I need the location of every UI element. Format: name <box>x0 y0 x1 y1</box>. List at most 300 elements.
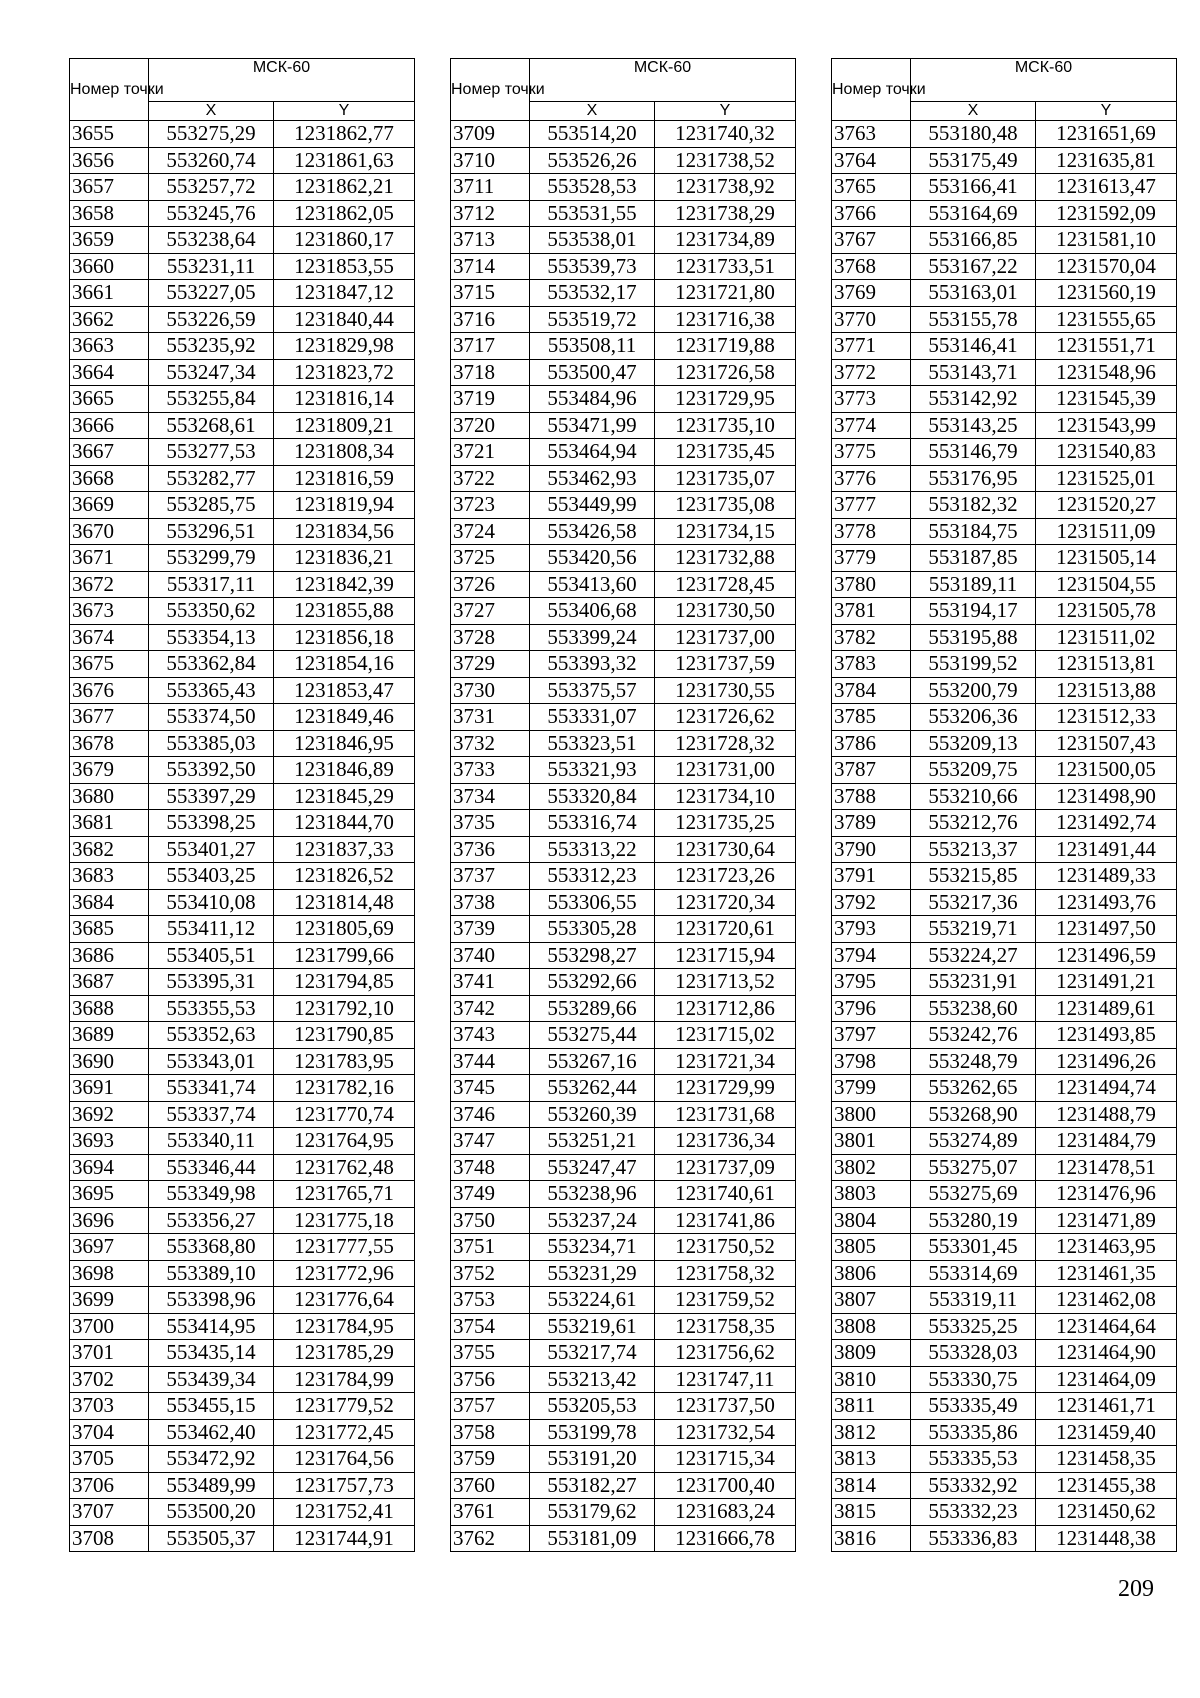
table-row <box>70 677 415 704</box>
table-row <box>832 1313 1177 1340</box>
y-coordinate-cell: 1231735,45 <box>655 439 796 466</box>
y-coordinate-cell: 1231464,64 <box>1036 1313 1177 1340</box>
x-coordinate-cell: 553528,53 <box>530 174 655 201</box>
x-coordinate-cell: 553385,03 <box>149 730 274 757</box>
x-coordinate-cell: 553231,91 <box>911 969 1036 996</box>
point-number-cell: 3795 <box>832 969 911 996</box>
table-row <box>70 147 415 174</box>
table-row <box>451 359 796 386</box>
x-coordinate-cell: 553349,98 <box>149 1181 274 1208</box>
y-coordinate-cell: 1231548,96 <box>1036 359 1177 386</box>
point-number-cell: 3812 <box>832 1419 911 1446</box>
point-number-cell: 3716 <box>451 306 530 333</box>
x-coordinate-cell: 553226,59 <box>149 306 274 333</box>
y-coordinate-cell: 1231819,94 <box>274 492 415 519</box>
x-coordinate-cell: 553296,51 <box>149 518 274 545</box>
table-row <box>70 598 415 625</box>
table-row <box>832 783 1177 810</box>
point-number-cell: 3709 <box>451 121 530 148</box>
point-number-cell: 3691 <box>70 1075 149 1102</box>
x-coordinate-cell: 553195,88 <box>911 624 1036 651</box>
x-coordinate-cell: 553439,34 <box>149 1366 274 1393</box>
x-coordinate-cell: 553235,92 <box>149 333 274 360</box>
table-row <box>70 1260 415 1287</box>
y-coordinate-cell: 1231720,34 <box>655 889 796 916</box>
table-row <box>70 810 415 837</box>
y-coordinate-cell: 1231752,41 <box>274 1499 415 1526</box>
x-coordinate-cell: 553500,47 <box>530 359 655 386</box>
point-number-cell: 3726 <box>451 571 530 598</box>
x-coordinate-cell: 553352,63 <box>149 1022 274 1049</box>
point-number-cell: 3715 <box>451 280 530 307</box>
x-coordinate-cell: 553227,05 <box>149 280 274 307</box>
y-coordinate-cell: 1231799,66 <box>274 942 415 969</box>
point-number-cell: 3757 <box>451 1393 530 1420</box>
table-row <box>451 942 796 969</box>
point-number-cell: 3764 <box>832 147 911 174</box>
table-row <box>451 280 796 307</box>
x-coordinate-cell: 553292,66 <box>530 969 655 996</box>
x-coordinate-cell: 553163,01 <box>911 280 1036 307</box>
y-coordinate-cell: 1231713,52 <box>655 969 796 996</box>
y-coordinate-cell: 1231462,08 <box>1036 1287 1177 1314</box>
point-number-cell: 3780 <box>832 571 911 598</box>
point-number-cell: 3669 <box>70 492 149 519</box>
y-coordinate-cell: 1231782,16 <box>274 1075 415 1102</box>
point-number-cell: 3782 <box>832 624 911 651</box>
y-coordinate-cell: 1231731,00 <box>655 757 796 784</box>
table-row <box>832 624 1177 651</box>
point-number-cell: 3800 <box>832 1101 911 1128</box>
point-number-cell: 3745 <box>451 1075 530 1102</box>
y-coordinate-cell: 1231734,10 <box>655 783 796 810</box>
point-number-cell: 3705 <box>70 1446 149 1473</box>
y-coordinate-cell: 1231471,89 <box>1036 1207 1177 1234</box>
table-row <box>70 253 415 280</box>
point-number-cell: 3727 <box>451 598 530 625</box>
point-number-cell: 3744 <box>451 1048 530 1075</box>
table-row <box>832 1287 1177 1314</box>
y-coordinate-cell: 1231498,90 <box>1036 783 1177 810</box>
y-coordinate-cell: 1231814,48 <box>274 889 415 916</box>
point-number-cell: 3773 <box>832 386 911 413</box>
point-number-cell: 3783 <box>832 651 911 678</box>
table-row <box>832 1154 1177 1181</box>
point-number-cell: 3789 <box>832 810 911 837</box>
table-row <box>451 1313 796 1340</box>
table-row <box>451 492 796 519</box>
coordinates-table-3 <box>831 58 1177 1552</box>
y-coordinate-cell: 1231520,27 <box>1036 492 1177 519</box>
x-coordinate-cell: 553526,26 <box>530 147 655 174</box>
y-coordinate-cell: 1231463,95 <box>1036 1234 1177 1261</box>
point-number-cell: 3811 <box>832 1393 911 1420</box>
point-number-cell: 3759 <box>451 1446 530 1473</box>
table-row <box>451 518 796 545</box>
x-coordinate-cell: 553182,32 <box>911 492 1036 519</box>
x-coordinate-cell: 553299,79 <box>149 545 274 572</box>
y-coordinate-cell: 1231845,29 <box>274 783 415 810</box>
y-coordinate-cell: 1231459,40 <box>1036 1419 1177 1446</box>
point-number-cell: 3804 <box>832 1207 911 1234</box>
point-number-cell: 3767 <box>832 227 911 254</box>
x-header: X <box>149 102 274 121</box>
point-number-cell: 3775 <box>832 439 911 466</box>
y-coordinate-cell: 1231758,32 <box>655 1260 796 1287</box>
table-row <box>832 174 1177 201</box>
table-row <box>451 1022 796 1049</box>
x-coordinate-cell: 553325,25 <box>911 1313 1036 1340</box>
y-coordinate-cell: 1231744,91 <box>274 1525 415 1552</box>
y-coordinate-cell: 1231728,32 <box>655 730 796 757</box>
point-number-cell: 3688 <box>70 995 149 1022</box>
table-row <box>70 121 415 148</box>
y-coordinate-cell: 1231775,18 <box>274 1207 415 1234</box>
point-number-cell: 3805 <box>832 1234 911 1261</box>
table-row <box>451 386 796 413</box>
y-coordinate-cell: 1231491,21 <box>1036 969 1177 996</box>
point-number-cell: 3710 <box>451 147 530 174</box>
table-row <box>70 412 415 439</box>
y-coordinate-cell: 1231777,55 <box>274 1234 415 1261</box>
table-row <box>832 730 1177 757</box>
x-coordinate-cell: 553257,72 <box>149 174 274 201</box>
point-number-cell: 3656 <box>70 147 149 174</box>
y-coordinate-cell: 1231726,58 <box>655 359 796 386</box>
table-row <box>832 598 1177 625</box>
table-row <box>832 916 1177 943</box>
x-coordinate-cell: 553205,53 <box>530 1393 655 1420</box>
y-coordinate-cell: 1231592,09 <box>1036 200 1177 227</box>
table-row <box>451 412 796 439</box>
x-coordinate-cell: 553166,85 <box>911 227 1036 254</box>
point-number-cell: 3697 <box>70 1234 149 1261</box>
y-coordinate-cell: 1231861,63 <box>274 147 415 174</box>
table-row <box>70 1234 415 1261</box>
x-coordinate-cell: 553411,12 <box>149 916 274 943</box>
table-row <box>70 969 415 996</box>
table-row <box>451 571 796 598</box>
x-coordinate-cell: 553335,86 <box>911 1419 1036 1446</box>
y-coordinate-cell: 1231493,76 <box>1036 889 1177 916</box>
point-number-cell: 3802 <box>832 1154 911 1181</box>
point-number-cell: 3659 <box>70 227 149 254</box>
point-number-cell: 3678 <box>70 730 149 757</box>
point-number-cell: 3679 <box>70 757 149 784</box>
x-coordinate-cell: 553234,71 <box>530 1234 655 1261</box>
point-number-header: Номер точки <box>832 59 911 121</box>
y-coordinate-cell: 1231683,24 <box>655 1499 796 1526</box>
x-coordinate-cell: 553301,45 <box>911 1234 1036 1261</box>
point-number-cell: 3815 <box>832 1499 911 1526</box>
x-coordinate-cell: 553247,47 <box>530 1154 655 1181</box>
y-coordinate-cell: 1231737,50 <box>655 1393 796 1420</box>
point-number-cell: 3675 <box>70 651 149 678</box>
x-coordinate-cell: 553231,11 <box>149 253 274 280</box>
table-row <box>451 1234 796 1261</box>
y-coordinate-cell: 1231729,95 <box>655 386 796 413</box>
y-coordinate-cell: 1231729,99 <box>655 1075 796 1102</box>
point-number-cell: 3771 <box>832 333 911 360</box>
x-coordinate-cell: 553389,10 <box>149 1260 274 1287</box>
table-row <box>451 836 796 863</box>
y-coordinate-cell: 1231756,62 <box>655 1340 796 1367</box>
table-row <box>832 942 1177 969</box>
point-number-cell: 3809 <box>832 1340 911 1367</box>
x-coordinate-cell: 553305,28 <box>530 916 655 943</box>
x-coordinate-cell: 553462,40 <box>149 1419 274 1446</box>
y-coordinate-cell: 1231762,48 <box>274 1154 415 1181</box>
table-row <box>451 1525 796 1552</box>
y-coordinate-cell: 1231715,34 <box>655 1446 796 1473</box>
x-coordinate-cell: 553182,27 <box>530 1472 655 1499</box>
table-row <box>451 1419 796 1446</box>
point-number-cell: 3792 <box>832 889 911 916</box>
point-number-cell: 3728 <box>451 624 530 651</box>
point-number-cell: 3758 <box>451 1419 530 1446</box>
table-row <box>832 121 1177 148</box>
table-row <box>70 730 415 757</box>
x-header: X <box>530 102 655 121</box>
point-number-cell: 3756 <box>451 1366 530 1393</box>
x-coordinate-cell: 553289,66 <box>530 995 655 1022</box>
point-number-cell: 3808 <box>832 1313 911 1340</box>
x-coordinate-cell: 553262,44 <box>530 1075 655 1102</box>
point-number-cell: 3690 <box>70 1048 149 1075</box>
y-coordinate-cell: 1231716,38 <box>655 306 796 333</box>
point-number-cell: 3750 <box>451 1207 530 1234</box>
y-coordinate-cell: 1231764,56 <box>274 1446 415 1473</box>
table-row <box>451 677 796 704</box>
point-number-cell: 3706 <box>70 1472 149 1499</box>
table-row <box>832 1499 1177 1526</box>
x-coordinate-cell: 553356,27 <box>149 1207 274 1234</box>
table-row <box>832 810 1177 837</box>
x-coordinate-cell: 553146,79 <box>911 439 1036 466</box>
table-row <box>832 253 1177 280</box>
table-row <box>451 174 796 201</box>
x-coordinate-cell: 553217,74 <box>530 1340 655 1367</box>
y-coordinate-cell: 1231496,59 <box>1036 942 1177 969</box>
point-number-cell: 3671 <box>70 545 149 572</box>
table-row <box>70 439 415 466</box>
table-row <box>451 306 796 333</box>
y-coordinate-cell: 1231488,79 <box>1036 1101 1177 1128</box>
table-row <box>451 704 796 731</box>
y-coordinate-cell: 1231489,33 <box>1036 863 1177 890</box>
x-coordinate-cell: 553285,75 <box>149 492 274 519</box>
point-number-cell: 3763 <box>832 121 911 148</box>
y-coordinate-cell: 1231808,34 <box>274 439 415 466</box>
x-coordinate-cell: 553403,25 <box>149 863 274 890</box>
x-coordinate-cell: 553500,20 <box>149 1499 274 1526</box>
table-row <box>451 465 796 492</box>
table-row <box>832 571 1177 598</box>
table-row <box>832 1181 1177 1208</box>
x-coordinate-cell: 553328,03 <box>911 1340 1036 1367</box>
point-number-cell: 3784 <box>832 677 911 704</box>
point-number-cell: 3774 <box>832 412 911 439</box>
x-coordinate-cell: 553224,61 <box>530 1287 655 1314</box>
table-row <box>70 545 415 572</box>
point-number-header: Номер точки <box>451 59 530 121</box>
y-coordinate-cell: 1231507,43 <box>1036 730 1177 757</box>
y-coordinate-cell: 1231853,47 <box>274 677 415 704</box>
point-number-cell: 3698 <box>70 1260 149 1287</box>
x-coordinate-cell: 553176,95 <box>911 465 1036 492</box>
point-number-cell: 3719 <box>451 386 530 413</box>
x-coordinate-cell: 553340,11 <box>149 1128 274 1155</box>
table-row <box>832 412 1177 439</box>
table-row <box>832 492 1177 519</box>
x-coordinate-cell: 553187,85 <box>911 545 1036 572</box>
x-coordinate-cell: 553166,41 <box>911 174 1036 201</box>
table-row <box>451 969 796 996</box>
point-number-cell: 3668 <box>70 465 149 492</box>
table-row <box>451 1154 796 1181</box>
y-header: Y <box>1036 102 1177 121</box>
y-coordinate-cell: 1231759,52 <box>655 1287 796 1314</box>
point-number-cell: 3686 <box>70 942 149 969</box>
y-coordinate-cell: 1231735,08 <box>655 492 796 519</box>
table-row <box>832 1446 1177 1473</box>
table-row <box>70 1287 415 1314</box>
y-coordinate-cell: 1231846,89 <box>274 757 415 784</box>
y-coordinate-cell: 1231700,40 <box>655 1472 796 1499</box>
y-coordinate-cell: 1231790,85 <box>274 1022 415 1049</box>
point-number-cell: 3793 <box>832 916 911 943</box>
y-coordinate-cell: 1231545,39 <box>1036 386 1177 413</box>
table-row <box>70 465 415 492</box>
y-coordinate-cell: 1231770,74 <box>274 1101 415 1128</box>
point-number-cell: 3754 <box>451 1313 530 1340</box>
x-coordinate-cell: 553435,14 <box>149 1340 274 1367</box>
table-row <box>832 757 1177 784</box>
table-row <box>451 545 796 572</box>
table-row <box>451 651 796 678</box>
table-row <box>70 1207 415 1234</box>
x-coordinate-cell: 553242,76 <box>911 1022 1036 1049</box>
point-number-cell: 3711 <box>451 174 530 201</box>
y-coordinate-cell: 1231829,98 <box>274 333 415 360</box>
table-row <box>832 863 1177 890</box>
point-number-cell: 3814 <box>832 1472 911 1499</box>
x-coordinate-cell: 553531,55 <box>530 200 655 227</box>
table-row <box>70 280 415 307</box>
point-number-cell: 3766 <box>832 200 911 227</box>
point-number-cell: 3718 <box>451 359 530 386</box>
x-coordinate-cell: 553462,93 <box>530 465 655 492</box>
x-coordinate-cell: 553181,09 <box>530 1525 655 1552</box>
x-coordinate-cell: 553237,24 <box>530 1207 655 1234</box>
y-coordinate-cell: 1231491,44 <box>1036 836 1177 863</box>
x-coordinate-cell: 553362,84 <box>149 651 274 678</box>
x-coordinate-cell: 553420,56 <box>530 545 655 572</box>
x-coordinate-cell: 553355,53 <box>149 995 274 1022</box>
table-row <box>832 995 1177 1022</box>
y-coordinate-cell: 1231862,05 <box>274 200 415 227</box>
x-coordinate-cell: 553238,96 <box>530 1181 655 1208</box>
x-coordinate-cell: 553336,83 <box>911 1525 1036 1552</box>
point-number-cell: 3684 <box>70 889 149 916</box>
table-row <box>70 1499 415 1526</box>
table-row <box>832 1366 1177 1393</box>
table-row <box>832 1260 1177 1287</box>
point-number-cell: 3732 <box>451 730 530 757</box>
y-coordinate-cell: 1231836,21 <box>274 545 415 572</box>
point-number-cell: 3787 <box>832 757 911 784</box>
y-coordinate-cell: 1231792,10 <box>274 995 415 1022</box>
table-row <box>70 1022 415 1049</box>
table-row <box>832 1128 1177 1155</box>
coordinate-system-header: МСК-60 <box>149 59 415 102</box>
y-coordinate-cell: 1231525,01 <box>1036 465 1177 492</box>
x-coordinate-cell: 553277,53 <box>149 439 274 466</box>
table-row <box>451 1446 796 1473</box>
table-row <box>832 1393 1177 1420</box>
x-coordinate-cell: 553393,32 <box>530 651 655 678</box>
y-coordinate-cell: 1231476,96 <box>1036 1181 1177 1208</box>
table-row <box>451 200 796 227</box>
y-coordinate-cell: 1231840,44 <box>274 306 415 333</box>
y-coordinate-cell: 1231458,35 <box>1036 1446 1177 1473</box>
point-number-cell: 3720 <box>451 412 530 439</box>
table-row <box>832 1048 1177 1075</box>
y-coordinate-cell: 1231736,34 <box>655 1128 796 1155</box>
x-coordinate-cell: 553209,75 <box>911 757 1036 784</box>
point-number-cell: 3803 <box>832 1181 911 1208</box>
y-coordinate-cell: 1231860,17 <box>274 227 415 254</box>
y-coordinate-cell: 1231512,33 <box>1036 704 1177 731</box>
x-coordinate-cell: 553392,50 <box>149 757 274 784</box>
point-number-cell: 3797 <box>832 1022 911 1049</box>
y-coordinate-cell: 1231450,62 <box>1036 1499 1177 1526</box>
y-coordinate-cell: 1231635,81 <box>1036 147 1177 174</box>
point-number-cell: 3760 <box>451 1472 530 1499</box>
x-coordinate-cell: 553260,74 <box>149 147 274 174</box>
y-coordinate-cell: 1231738,29 <box>655 200 796 227</box>
x-coordinate-cell: 553251,21 <box>530 1128 655 1155</box>
point-number-cell: 3661 <box>70 280 149 307</box>
x-coordinate-cell: 553449,99 <box>530 492 655 519</box>
x-coordinate-cell: 553255,84 <box>149 386 274 413</box>
x-coordinate-cell: 553335,53 <box>911 1446 1036 1473</box>
x-coordinate-cell: 553298,27 <box>530 942 655 969</box>
y-coordinate-cell: 1231757,73 <box>274 1472 415 1499</box>
y-coordinate-cell: 1231581,10 <box>1036 227 1177 254</box>
y-coordinate-cell: 1231734,15 <box>655 518 796 545</box>
table-row <box>70 1101 415 1128</box>
y-coordinate-cell: 1231730,55 <box>655 677 796 704</box>
x-coordinate-cell: 553191,20 <box>530 1446 655 1473</box>
point-number-cell: 3740 <box>451 942 530 969</box>
point-number-cell: 3674 <box>70 624 149 651</box>
table-row <box>451 757 796 784</box>
y-coordinate-cell: 1231560,19 <box>1036 280 1177 307</box>
x-coordinate-cell: 553508,11 <box>530 333 655 360</box>
y-coordinate-cell: 1231492,74 <box>1036 810 1177 837</box>
point-number-cell: 3660 <box>70 253 149 280</box>
x-coordinate-cell: 553199,52 <box>911 651 1036 678</box>
y-coordinate-cell: 1231855,88 <box>274 598 415 625</box>
table-row <box>832 518 1177 545</box>
y-coordinate-cell: 1231738,92 <box>655 174 796 201</box>
table-row <box>832 439 1177 466</box>
point-number-cell: 3765 <box>832 174 911 201</box>
point-number-cell: 3717 <box>451 333 530 360</box>
x-coordinate-cell: 553350,62 <box>149 598 274 625</box>
x-coordinate-cell: 553401,27 <box>149 836 274 863</box>
